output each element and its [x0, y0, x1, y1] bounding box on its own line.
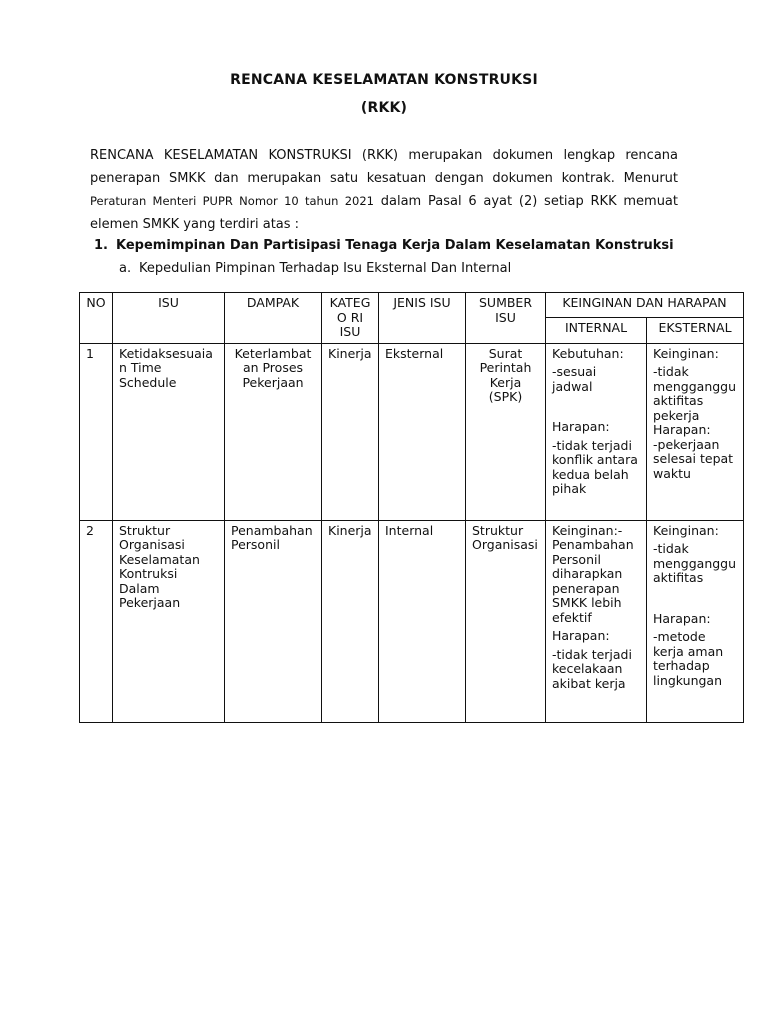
section-title: Kepemimpinan Dan Partisipasi Tenaga Kerja Dalam Keselamatan Konstruksi: [116, 238, 674, 253]
header-dampak: DAMPAK: [225, 293, 322, 344]
cell-kategori: Kinerja: [322, 520, 379, 722]
cell-internal: [546, 520, 647, 722]
cell-sumber: Struktur Organisasi: [466, 520, 546, 722]
document-title: RENCANA KESELAMATAN KONSTRUKSI: [230, 72, 538, 88]
external-hope-text: -metode kerja aman terhadap lingkungan: [653, 629, 724, 688]
intro-paragraph: [90, 145, 678, 236]
cell-dampak: Keterlambatan Proses Pekerjaan: [225, 343, 322, 520]
cell-jenis: Eksternal: [379, 343, 466, 520]
cell-jenis: Internal: [379, 520, 466, 722]
regulation-reference: Peraturan Menteri PUPR Nomor 10 tahun 2021: [90, 194, 374, 208]
internal-hope-text: -tidak terjadi kecelakaan akibat kerja: [552, 646, 632, 691]
cell-no: 2: [80, 520, 113, 722]
cell-kategori: Kinerja: [322, 343, 379, 520]
intro-line: dalam Pasal 6 ayat (2) setiap RKK memuat: [380, 194, 678, 209]
header-sumber: SUMBER ISU: [466, 293, 546, 344]
cell-dampak: Penambahan Personil: [225, 520, 322, 722]
intro-line: penerapan SMKK dan merupakan satu kesatuan dengan dokumen kontrak. Menurut: [90, 170, 678, 186]
header-isu: ISU: [113, 293, 225, 344]
internal-wish-text: Penambahan Personil diharapkan penerapan SMKK lebih efektif: [552, 537, 634, 625]
header-eksternal: EKSTERNAL: [647, 318, 744, 343]
internal-hope-text: -tidak terjadi konflik antara kedua belah pihak: [552, 437, 638, 496]
subsection-number: a.: [119, 261, 132, 276]
cell-no: 1: [80, 343, 113, 520]
document-subtitle: (RKK): [360, 100, 408, 116]
intro-line: RENCANA KESELAMATAN KONSTRUKSI (RKK) merupakan dokumen lengkap rencana: [90, 148, 678, 163]
header-keinginan-harapan: KEINGINAN DAN HARAPAN: [546, 293, 744, 318]
table-header-row: [80, 293, 744, 318]
external-hope-label: Harapan:: [653, 422, 711, 437]
external-wish-text: -tidak mengganggu aktifitas: [653, 541, 737, 585]
subsection-title: Kepedulian Pimpinan Terhadap Isu Eksternal Dan Internal: [139, 261, 512, 276]
header-internal: INTERNAL: [546, 318, 647, 343]
internal-wish-label: Keinginan:-: [552, 522, 623, 538]
section-heading: [94, 238, 674, 253]
intro-line: elemen SMKK yang terdiri atas :: [90, 216, 300, 232]
external-hope-text: -pekerjaan selesai tepat waktu: [653, 436, 734, 481]
table-row: [80, 520, 744, 722]
internal-hope-label: Harapan:: [552, 628, 610, 643]
external-wish-text: -tidak mengganggu aktifitas pekerja: [653, 364, 737, 423]
external-wish-label: Keinginan:: [653, 522, 719, 538]
header-jenis: JENIS ISU: [379, 293, 466, 344]
header-kategori: KATEGO RI ISU: [322, 293, 379, 344]
section-number: 1.: [94, 238, 108, 253]
cell-eksternal: [647, 520, 744, 722]
header-no: NO: [80, 293, 113, 344]
external-wish-label: Keinginan:: [653, 345, 719, 361]
cell-isu: Ketidaksesuaian Time Schedule: [113, 343, 225, 520]
issue-table: [79, 292, 744, 723]
intro-line-with-ref: [90, 190, 678, 214]
cell-eksternal: [647, 343, 744, 520]
external-hope-label: Harapan:: [653, 610, 711, 626]
internal-need-label: Kebutuhan:: [552, 345, 624, 361]
cell-isu: Struktur Organisasi Keselamatan Kontruksi Dalam Pekerjaan: [113, 520, 225, 722]
internal-need-text: -sesuai jadwal: [552, 364, 597, 394]
internal-hope-label: Harapan:: [552, 419, 610, 434]
subsection-heading: [119, 261, 511, 276]
cell-internal: [546, 343, 647, 520]
table-row: [80, 343, 744, 520]
cell-sumber: Surat Perintah Kerja (SPK): [466, 343, 546, 520]
